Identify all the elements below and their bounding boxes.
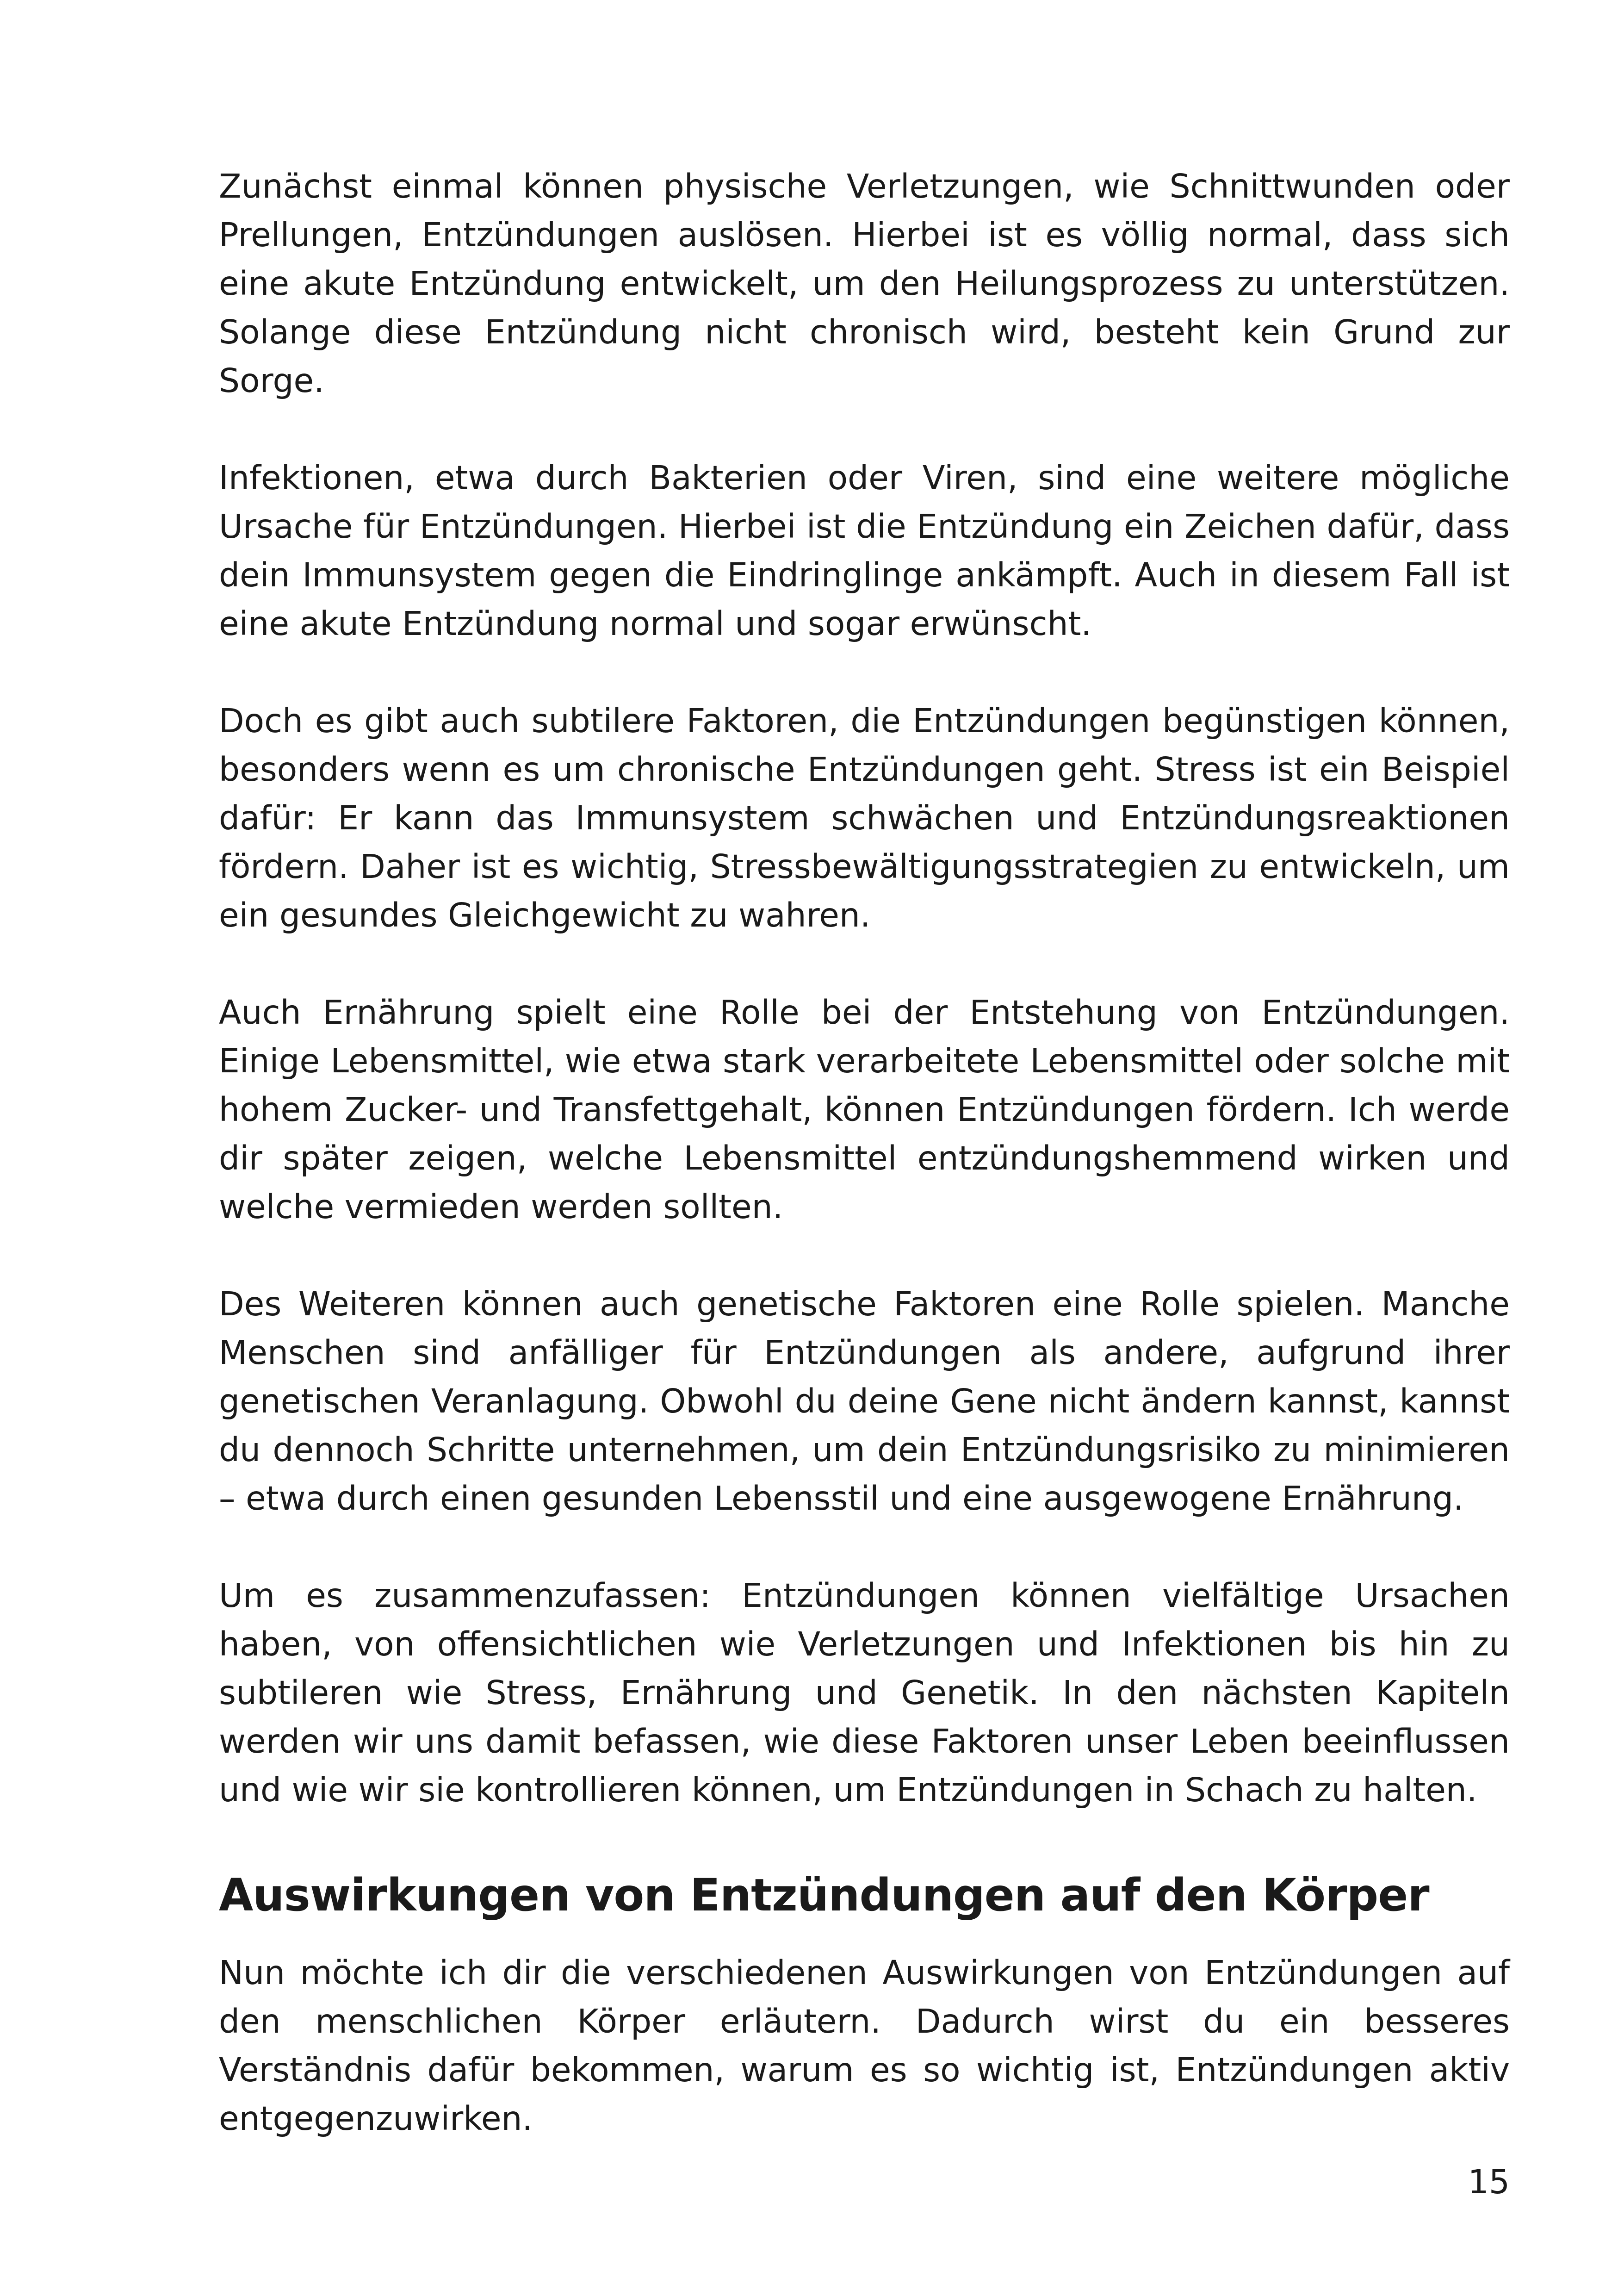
page-number: 15 <box>1468 2163 1510 2201</box>
paragraph-summary: Um es zusammenzufassen: Entzündungen können vielfältige Ursachen haben, von offensichtlichen wie Verletzungen und Infektionen bis hin zu subtileren wie Stress, Ernährung und Genetik. In den nächsten Kapiteln werden wir uns damit befassen, wie diese Faktoren unser Leben beeinflussen und wie wir sie kontrollieren können, um Entzündungen in Schach zu halten. <box>219 1576 1510 1809</box>
section-heading: Auswirkungen von Entzündungen auf den Körper <box>219 1869 1429 1921</box>
paragraph-nutrition: Auch Ernährung spielt eine Rolle bei der Entstehung von Entzündungen. Einige Lebensmittel, wie etwa stark verarbeitete Lebensmittel oder solche mit hohem Zucker- und Transfettgehalt, können Entzündungen fördern. Ich werde dir später zeigen, welche Lebensmittel entzündungshemmend wirken und welche vermieden werden sollten. <box>219 993 1510 1226</box>
paragraph-section-intro: Nun möchte ich dir die verschiedenen Auswirkungen von Entzündungen auf den menschlichen Körper erläutern. Dadurch wirst du ein besseres Verständnis dafür bekommen, warum es so wichtig ist, Entzündungen aktiv entgegenzuwirken. <box>219 1954 1510 2138</box>
paragraph-physical-injuries: Zunächst einmal können physische Verletzungen, wie Schnittwunden oder Prellungen, Entzündungen auslösen. Hierbei ist es völlig normal, dass sich eine akute Entzündung entwickelt, um den Heilungsprozess zu unterstützen. Solange diese Entzündung nicht chronisch wird, besteht kein Grund zur Sorge. <box>219 167 1510 400</box>
paragraph-genetics: Des Weiteren können auch genetische Faktoren eine Rolle spielen. Manche Menschen sind anfälliger für Entzündungen als andere, aufgrund ihrer genetischen Veranlagung. Obwohl du deine Gene nicht ändern kannst, kannst du dennoch Schritte unternehmen, um dein Entzündungsrisiko zu minimieren – etwa durch einen gesunden Lebensstil und eine ausgewogene Ernährung. <box>219 1285 1510 1518</box>
paragraph-stress: Doch es gibt auch subtilere Faktoren, die Entzündungen begünstigen können, besonders wenn es um chronische Entzündungen geht. Stress ist ein Beispiel dafür: Er kann das Immunsystem schwächen und Entzündungsreaktionen fördern. Daher ist es wichtig, Stressbewältigungsstrategien zu entwickeln, um ein gesundes Gleichgewicht zu wahren. <box>219 702 1510 934</box>
paragraph-infections: Infektionen, etwa durch Bakterien oder Viren, sind eine weitere mögliche Ursache für Entzündungen. Hierbei ist die Entzündung ein Zeichen dafür, dass dein Immunsystem gegen die Eindringlinge ankämpft. Auch in diesem Fall ist eine akute Entzündung normal und sogar erwünscht. <box>219 459 1510 643</box>
page-body <box>219 162 1510 2191</box>
